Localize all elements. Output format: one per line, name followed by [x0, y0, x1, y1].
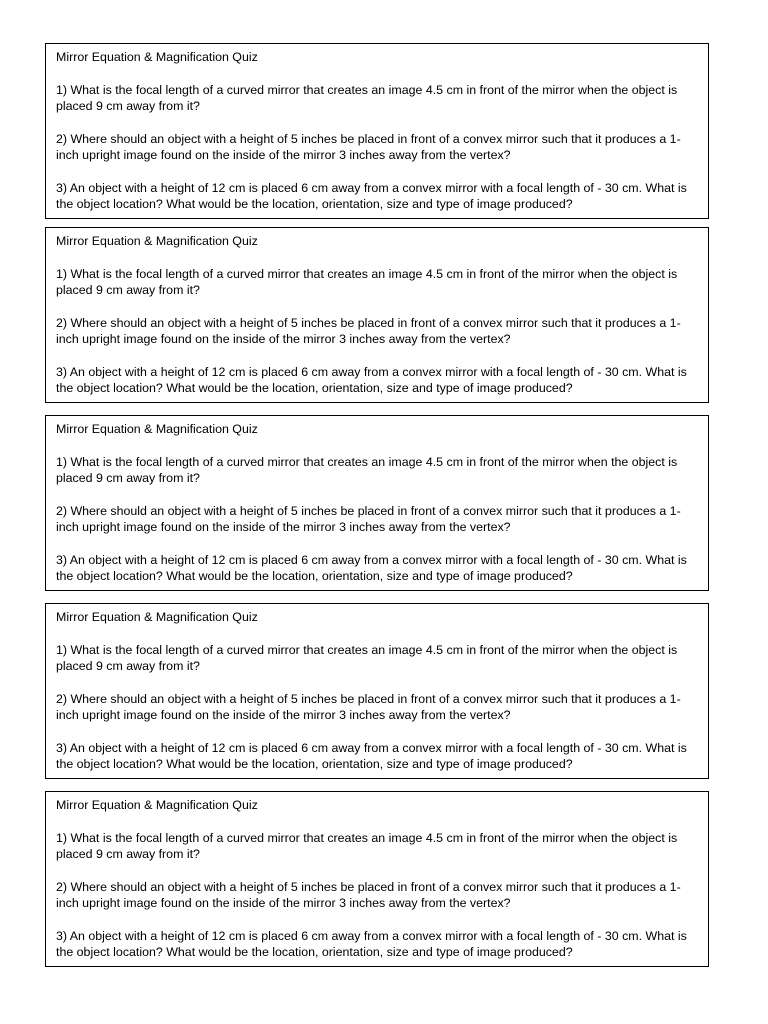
quiz-question-3: 3) An object with a height of 12 cm is placed 6 cm away from a convex mirror with a focal length of - 30 cm. What is the object location? What would be the location, orientation, size and type of image produced?: [56, 180, 687, 211]
quiz-question-1: 1) What is the focal length of a curved mirror that creates an image 4.5 cm in front of the mirror when the object is placed 9 cm away from it?: [56, 642, 678, 673]
quiz-question-1: 1) What is the focal length of a curved mirror that creates an image 4.5 cm in front of the mirror when the object is placed 9 cm away from it?: [56, 454, 678, 485]
quiz-card: [45, 415, 709, 591]
quiz-question-2: 2) Where should an object with a height of 5 inches be placed in front of a convex mirror such that it produces a 1-inch upright image found on the inside of the mirror 3 inches away from the vertex?: [56, 879, 681, 910]
quiz-title: Mirror Equation & Magnification Quiz: [56, 50, 258, 64]
quiz-title: Mirror Equation & Magnification Quiz: [56, 422, 258, 436]
quiz-question-2: 2) Where should an object with a height of 5 inches be placed in front of a convex mirror such that it produces a 1-inch upright image found on the inside of the mirror 3 inches away from the vertex?: [56, 503, 681, 534]
quiz-question-3: 3) An object with a height of 12 cm is placed 6 cm away from a convex mirror with a focal length of - 30 cm. What is the object location? What would be the location, orientation, size and type of image produced?: [56, 740, 687, 771]
quiz-card: [45, 603, 709, 779]
quiz-title: Mirror Equation & Magnification Quiz: [56, 234, 258, 248]
quiz-question-3: 3) An object with a height of 12 cm is placed 6 cm away from a convex mirror with a focal length of - 30 cm. What is the object location? What would be the location, orientation, size and type of image produced?: [56, 364, 687, 395]
quiz-title: Mirror Equation & Magnification Quiz: [56, 798, 258, 812]
quiz-question-1: 1) What is the focal length of a curved mirror that creates an image 4.5 cm in front of the mirror when the object is placed 9 cm away from it?: [56, 82, 678, 113]
quiz-card: [45, 43, 709, 219]
quiz-question-2: 2) Where should an object with a height of 5 inches be placed in front of a convex mirror such that it produces a 1-inch upright image found on the inside of the mirror 3 inches away from the vertex?: [56, 691, 681, 722]
quiz-question-1: 1) What is the focal length of a curved mirror that creates an image 4.5 cm in front of the mirror when the object is placed 9 cm away from it?: [56, 830, 678, 861]
quiz-question-3: 3) An object with a height of 12 cm is placed 6 cm away from a convex mirror with a focal length of - 30 cm. What is the object location? What would be the location, orientation, size and type of image produced?: [56, 552, 687, 583]
quiz-card: [45, 227, 709, 403]
quiz-question-3: 3) An object with a height of 12 cm is placed 6 cm away from a convex mirror with a focal length of - 30 cm. What is the object location? What would be the location, orientation, size and type of image produced?: [56, 928, 687, 959]
quiz-question-1: 1) What is the focal length of a curved mirror that creates an image 4.5 cm in front of the mirror when the object is placed 9 cm away from it?: [56, 266, 678, 297]
quiz-question-2: 2) Where should an object with a height of 5 inches be placed in front of a convex mirror such that it produces a 1-inch upright image found on the inside of the mirror 3 inches away from the vertex?: [56, 131, 681, 162]
quiz-card: [45, 791, 709, 967]
quiz-title: Mirror Equation & Magnification Quiz: [56, 610, 258, 624]
quiz-question-2: 2) Where should an object with a height of 5 inches be placed in front of a convex mirror such that it produces a 1-inch upright image found on the inside of the mirror 3 inches away from the vertex?: [56, 315, 681, 346]
